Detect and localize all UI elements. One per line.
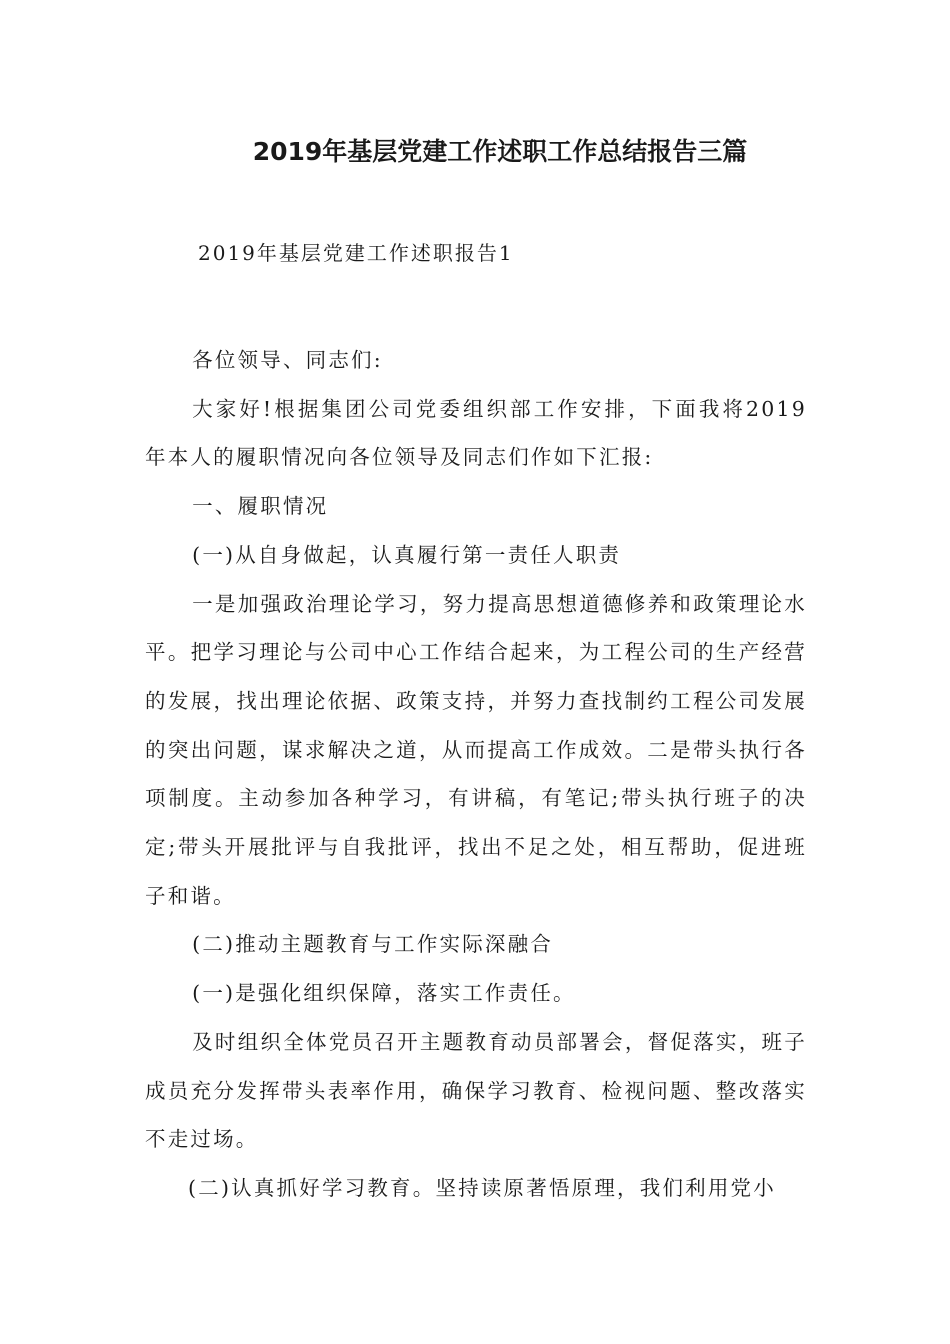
salutation: 各位领导、同志们: bbox=[192, 348, 383, 372]
list-item-paragraph: (二)认真抓好学习教育。坚持读原著悟原理，我们利用党小 bbox=[188, 1175, 776, 1200]
report-body bbox=[145, 336, 807, 1213]
subsection-heading: (二)推动主题教育与工作实际深融合 bbox=[192, 932, 554, 957]
report-subtitle: 2019年基层党建工作述职报告1 bbox=[198, 241, 514, 265]
document-title: 2019年基层党建工作述职工作总结报告三篇 bbox=[252, 137, 748, 166]
section-heading: 一、履职情况 bbox=[192, 494, 329, 519]
paragraph: 及时组织全体党员召开主题教育动员部署会，督促落实，班子成员充分发挥带头表率作用，确保学习教育、检视问题、整改落实不走过场。 bbox=[145, 1029, 807, 1152]
subsection-heading: (一)从自身做起，认真履行第一责任人职责 bbox=[192, 542, 622, 567]
list-item-heading: (一)是强化组织保障，落实工作责任。 bbox=[192, 981, 576, 1006]
paragraph: 一是加强政治理论学习，努力提高思想道德修养和政策理论水平。把学习理论与公司中心工作结合起来，为工程公司的生产经营的发展，找出理论依据、政策支持，并努力查找制约工程公司发展的突出问题，谋求解决之道，从而提高工作成效。二是带头执行各项制度。主动参加各种学习，有讲稿，有笔记;带头执行班子的决定;带头开展批评与自我批评，找出不足之处，相互帮助，促进班子和谐。 bbox=[145, 591, 807, 908]
paragraph-opening: 大家好!根据集团公司党委组织部工作安排，下面我将2019年本人的履职情况向各位领导及同志们作如下汇报: bbox=[145, 396, 807, 470]
